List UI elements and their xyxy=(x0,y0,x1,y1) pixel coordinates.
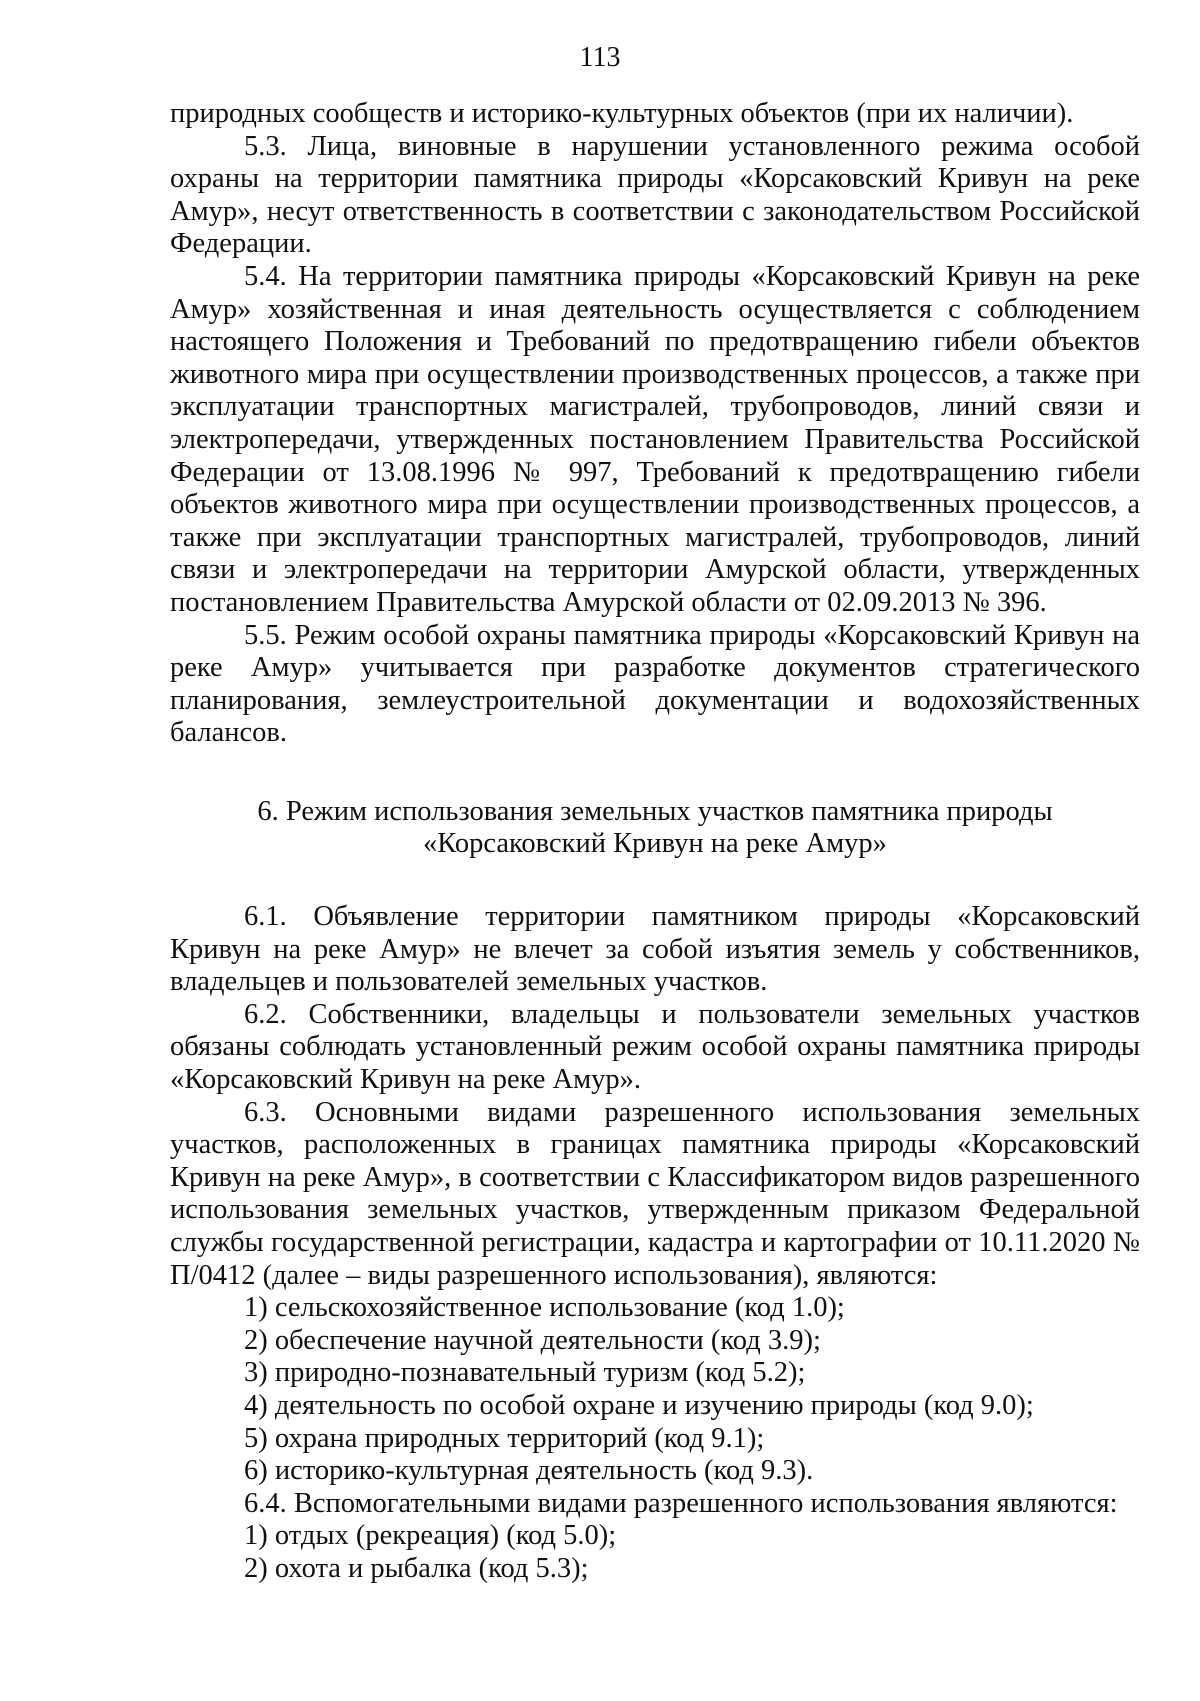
paragraph-6-1: 6.1. Объявление территории памятником природы «Корсаковский Кривун на реке Амур» не влечет за собой изъятия земель у собственников, владельцев и пользователей земельных участков. xyxy=(170,901,1140,998)
paragraph-6-4: 6.4. Вспомогательными видами разрешенного использования являются: xyxy=(244,1487,1118,1519)
aux-use-item: 1) отдых (рекреация) (код 5.0); xyxy=(244,1520,617,1552)
aux-use-item: 2) охота и рыбалка (код 5.3); xyxy=(244,1552,589,1584)
intro-line: природных сообществ и историко-культурных объектов (при их наличии). xyxy=(170,98,1074,129)
paragraph-6-2: 6.2. Собственники, владельцы и пользователи земельных участков обязаны соблюдать установленный режим особой охраны памятника природы «Корсаковский Кривун на реке Амур». xyxy=(170,998,1140,1096)
section-6-heading-line-2: «Корсаковский Кривун на реке Амур» xyxy=(423,828,887,860)
section-6-heading xyxy=(170,796,1140,861)
main-use-item: 4) деятельность по особой охране и изучению природы (код 9.0); xyxy=(244,1389,1034,1421)
paragraph-5-4: 5.4. На территории памятника природы «Корсаковский Кривун на реке Амур» хозяйственная и иная деятельность осуществляется с соблюдением настоящего Положения и Требований по предотвращению гибели объектов животного мира при осуществлении производственных процессов, а также при эксплуатации транспортных магистралей, трубопроводов, линий связи и электропередачи, утвержденных постановлением Правительства Российской Федерации от 13.08.1996 № 997, Требований к предотвращению гибели объектов животного мира при осуществлении производственных процессов, а также при эксплуатации транспортных магистралей, трубопроводов, линий связи и электропередачи на территории Амурской области, утвержденных постановлением Правительства Амурской области от 02.09.2013 № 396. xyxy=(170,260,1140,618)
section-6-heading-line-1: 6. Режим использования земельных участков памятника природы xyxy=(257,795,1053,827)
main-use-item: 3) природно-познавательный туризм (код 5.2); xyxy=(244,1357,806,1389)
paragraph-5-5: 5.5. Режим особой охраны памятника природы «Корсаковский Кривун на реке Амур» учитывается при разработке документов стратегического планирования, землеустроительной документации и водохозяйственных балансов. xyxy=(170,619,1140,749)
page-number: 113 xyxy=(579,42,621,73)
document-body xyxy=(170,98,1140,1586)
paragraph-5-3: 5.3. Лица, виновные в нарушении установленного режима особой охраны на территории памятника природы «Корсаковский Кривун на реке Амур», несут ответственность в соответствии с законодательством Российской Федерации. xyxy=(170,130,1140,260)
main-use-item: 1) сельскохозяйственное использование (код 1.0); xyxy=(244,1292,845,1324)
main-use-item: 2) обеспечение научной деятельности (код 3.9); xyxy=(244,1324,821,1356)
paragraph-6-3: 6.3. Основными видами разрешенного использования земельных участков, расположенных в границах памятника природы «Корсаковский Кривун на реке Амур», в соответствии с Классификатором видов разрешенного использования земельных участков, утвержденным приказом Федеральной службы государственной регистрации, кадастра и картографии от 10.11.2020 № П/0412 (далее – виды разрешенного использования), являются: xyxy=(170,1096,1140,1291)
main-use-item: 5) охрана природных территорий (код 9.1); xyxy=(244,1422,765,1454)
main-use-item: 6) историко-культурная деятельность (код 9.3). xyxy=(244,1455,814,1487)
